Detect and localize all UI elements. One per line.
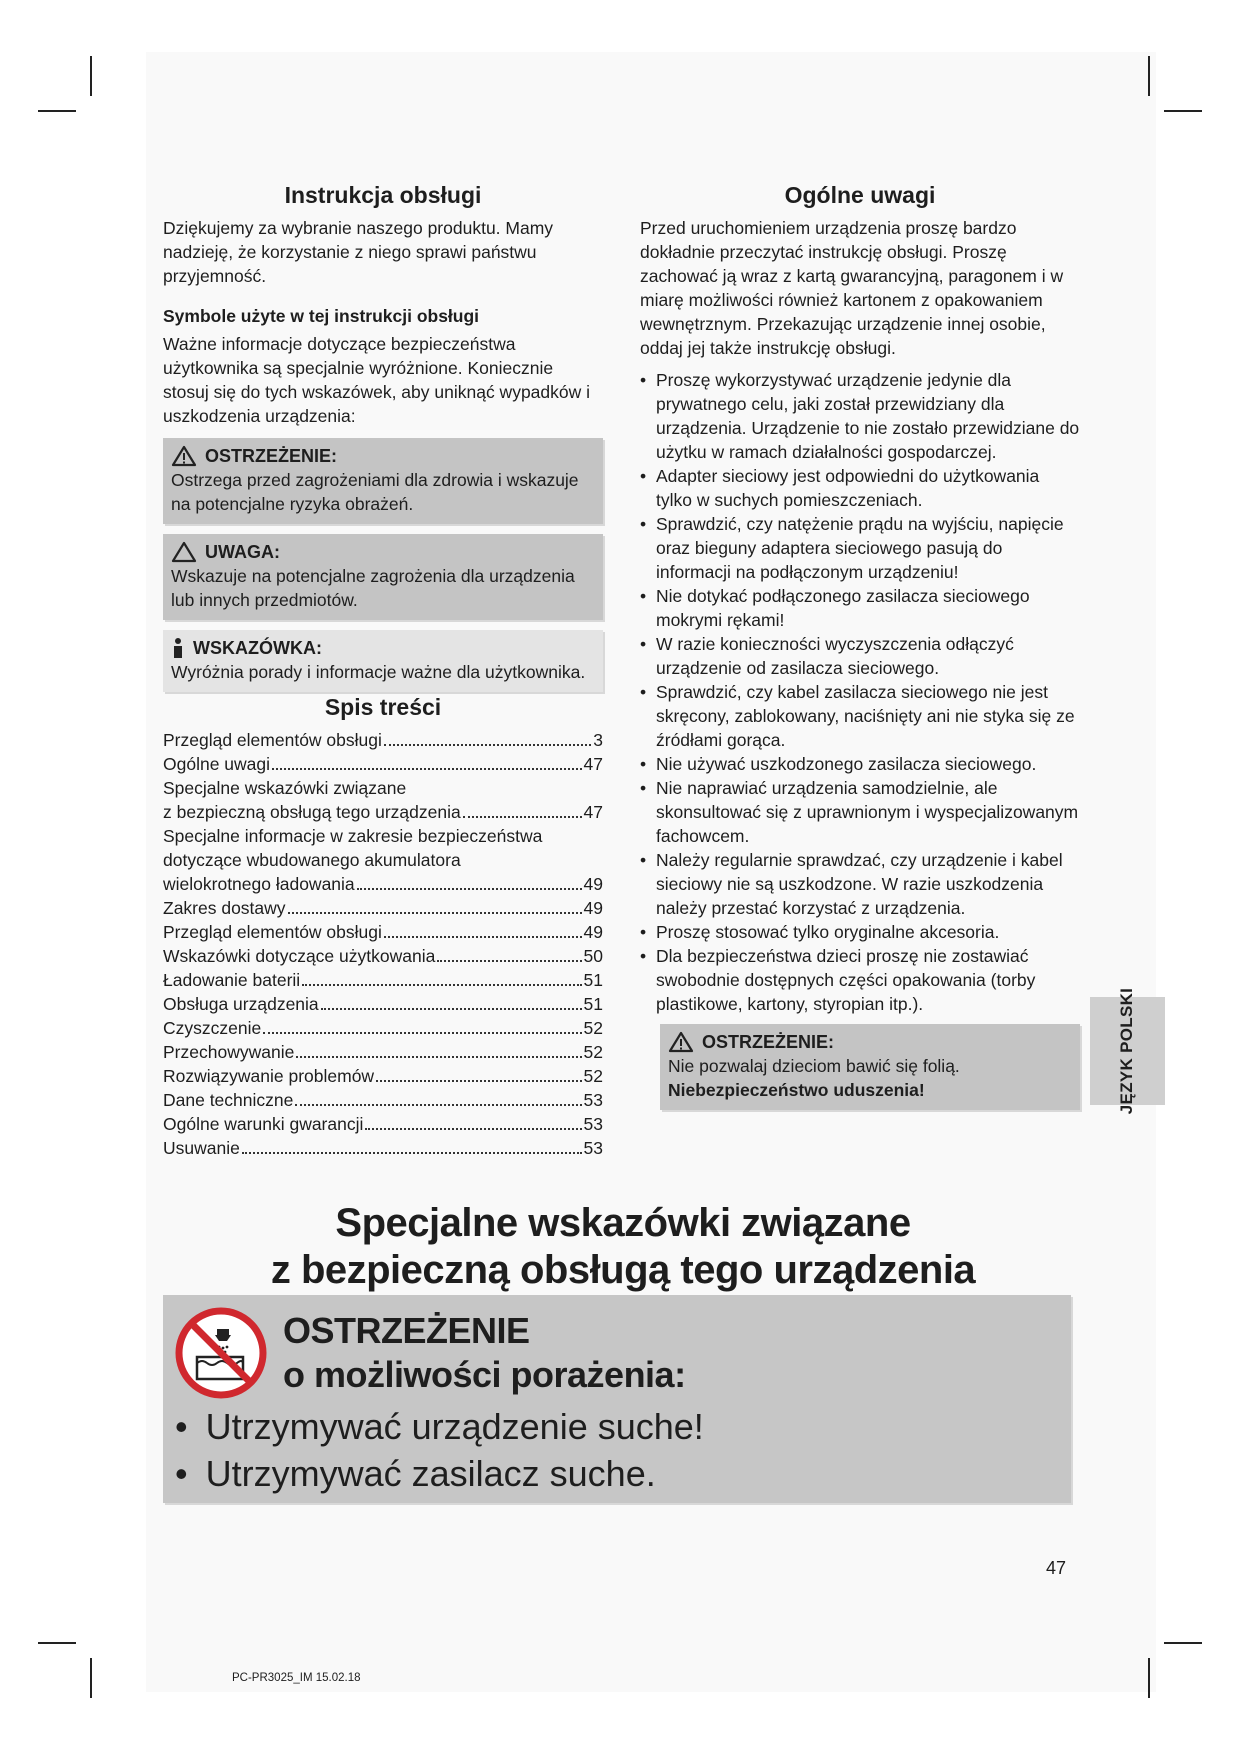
shock-warning-line-2: o możliwości porażenia:	[283, 1354, 686, 1395]
list-item: • Nie używać uszkodzonego zasilacza sieciowego.	[640, 752, 1080, 776]
warning-triangle-icon	[171, 445, 197, 467]
toc-entry	[163, 728, 603, 752]
toc-entry	[163, 896, 603, 920]
toc-entry	[163, 1136, 603, 1160]
toc-entry-page: 52	[583, 1042, 603, 1062]
crop-mark	[38, 110, 76, 112]
no-water-shower-icon	[175, 1307, 267, 1399]
crop-mark	[90, 1658, 92, 1698]
toc-entry-label: Ogólne warunki gwarancji	[163, 1114, 364, 1134]
toc-dot-leader	[296, 1056, 581, 1058]
language-tab	[1090, 987, 1165, 1115]
toc-entry	[163, 920, 603, 944]
toc-entry-label: Przegląd elementów obsługi	[163, 922, 382, 942]
toc-entry-page: 47	[583, 754, 603, 774]
toc-dot-leader	[302, 984, 581, 986]
toc-entry-label: Zakres dostawy	[163, 898, 286, 918]
crop-mark	[38, 1642, 76, 1644]
list-item: • Utrzymywać urządzenie suche!	[175, 1403, 704, 1450]
toc-dot-leader	[376, 1080, 581, 1082]
toc-entry	[163, 1112, 603, 1136]
safety-bullet-list	[640, 368, 1080, 1016]
toc-entry	[163, 1064, 603, 1088]
toc-entry-label: Usuwanie	[163, 1138, 240, 1158]
toc-entry-label: Wskazówki dotyczące użytkowania	[163, 946, 436, 966]
page-number: 47	[1046, 1558, 1067, 1578]
toc-entry-page: 47	[583, 802, 603, 822]
general-notes-title: Ogólne uwagi	[784, 182, 936, 208]
special-section-title	[163, 1200, 1083, 1294]
list-item: • Należy regularnie sprawdzać, czy urządzenie i kabel sieciowy nie są uszkodzone. W razie uszkodzenia należy przestać korzystać z urządzenia.	[640, 848, 1080, 920]
toc-dot-leader	[242, 1152, 582, 1154]
note-text: Wyróżnia porady i informacje ważne dla użytkownika.	[171, 662, 586, 682]
toc-dot-leader	[321, 1008, 582, 1010]
toc-entry-label: Rozwiązywanie problemów	[163, 1066, 375, 1086]
electric-shock-warning-box	[163, 1295, 1071, 1503]
toc-entry-label: Dane techniczne	[163, 1090, 294, 1110]
toc-entry	[163, 992, 603, 1016]
toc-entry-label: Przechowywanie	[163, 1042, 295, 1062]
warning-title: OSTRZEŻENIE:	[205, 446, 338, 466]
toc-entry	[163, 1040, 603, 1064]
toc-dot-leader	[295, 1104, 581, 1106]
right-column	[640, 180, 1080, 1110]
toc-dot-leader	[463, 816, 582, 818]
toc-entry-page: 51	[583, 970, 603, 990]
toc-entry-label: Przegląd elementów obsługi	[163, 730, 382, 750]
packaging-warning-bold: Niebezpieczeństwo uduszenia!	[668, 1080, 925, 1100]
note-title: WSKAZÓWKA:	[193, 638, 322, 658]
caution-text: Wskazuje na potencjalne zagrożenia dla urządzenia lub innych przedmiotów.	[171, 566, 575, 610]
toc-entry-page: 50	[583, 946, 603, 966]
note-box	[163, 630, 603, 692]
toc-entry-prefix: Specjalne informacje w zakresie bezpieczeństwa dotyczące wbudowanego akumulatora	[163, 826, 543, 870]
toc-dot-leader	[272, 768, 582, 770]
toc-dot-leader	[384, 936, 582, 938]
toc-entry-page: 53	[583, 1138, 603, 1158]
toc-entry-label: Czyszczenie	[163, 1018, 262, 1038]
crop-mark	[1148, 56, 1150, 96]
footer-document-id: PC-PR3025_IM 15.02.18	[232, 1672, 361, 1684]
warning-triangle-icon	[668, 1031, 694, 1053]
list-item: • Adapter sieciowy jest odpowiedni do użytkowania tylko w suchych pomieszczeniach.	[640, 464, 1080, 512]
toc-dot-leader	[365, 1128, 581, 1130]
toc-dot-leader	[437, 960, 581, 962]
toc-entry	[163, 968, 603, 992]
manual-title: Instrukcja obsługi	[284, 182, 482, 208]
toc-entry-label: z bezpieczną obsługą tego urządzenia	[163, 802, 461, 822]
intro-text: Dziękujemy za wybranie naszego produktu. Mamy nadzieję, że korzystanie z niego sprawi państwu przyjemność.	[163, 218, 554, 286]
general-notes-intro: Przed uruchomieniem urządzenia proszę bardzo dokładnie przeczytać instrukcję obsługi. Proszę zachować ją wraz z kartą gwarancyjną, paragonem i w miarę możliwości również kartonem z opakowaniem wewnętrznym. Przekazując urządzenie innej osobie, oddaj jej także instrukcję obsługi.	[640, 218, 1064, 358]
list-item: • Dla bezpieczeństwa dzieci proszę nie zostawiać swobodnie dostępnych części opakowania (torby plastikowe, kartony, styropian itp.).	[640, 944, 1080, 1016]
toc-dot-leader	[384, 744, 591, 746]
list-item: • Nie dotykać podłączonego zasilacza sieciowego mokrymi rękami!	[640, 584, 1080, 632]
toc-entry-page: 52	[583, 1066, 603, 1086]
toc-entry-page: 51	[583, 994, 603, 1014]
toc-entry	[163, 1016, 603, 1040]
toc-dot-leader	[288, 912, 582, 914]
special-title-line-2: z bezpieczną obsługą tego urządzenia	[270, 1248, 976, 1292]
warning-box	[163, 438, 603, 524]
toc-entry-page: 49	[583, 898, 603, 918]
toc-entry-label: Ogólne uwagi	[163, 754, 271, 774]
list-item: • Utrzymywać zasilacz suche.	[175, 1450, 704, 1497]
caution-box	[163, 534, 603, 620]
toc-entry	[163, 752, 603, 776]
toc-entry-page: 3	[593, 730, 603, 750]
packaging-warning-title: OSTRZEŻENIE:	[702, 1032, 835, 1052]
toc-entry	[163, 944, 603, 968]
toc-entry	[163, 800, 603, 824]
toc-dot-leader	[357, 888, 582, 890]
toc-entry-page: 52	[583, 1018, 603, 1038]
toc-entry	[163, 872, 603, 896]
warning-text: Ostrzega przed zagrożeniami dla zdrowia i wskazuje na potencjalne ryzyka obrażeń.	[171, 470, 579, 514]
caution-title: UWAGA:	[205, 542, 280, 562]
toc-entry-prefix: Specjalne wskazówki związane	[163, 778, 407, 798]
toc-entry-page: 53	[583, 1114, 603, 1134]
shock-warning-heading	[283, 1309, 686, 1397]
toc-entry-page: 49	[583, 922, 603, 942]
list-item: • Sprawdzić, czy kabel zasilacza sieciowego nie jest skręcony, zablokowany, naciśnięty ani nie styka się ze źródłami gorąca.	[640, 680, 1080, 752]
toc-entry-label: Ładowanie baterii	[163, 970, 301, 990]
list-item: • Proszę stosować tylko oryginalne akcesoria.	[640, 920, 1080, 944]
toc-entry-page: 53	[583, 1090, 603, 1110]
toc-dot-leader	[263, 1032, 581, 1034]
info-icon	[171, 637, 185, 659]
toc-entry-page: 49	[583, 874, 603, 894]
list-item: • W razie konieczności wyczyszczenia odłączyć urządzenie od zasilacza sieciowego.	[640, 632, 1080, 680]
crop-mark	[1164, 1642, 1202, 1644]
list-item: • Proszę wykorzystywać urządzenie jedynie dla prywatnego celu, jaki został przewidziany dla urządzenia. Urządzenie to nie zostało przewidziane do użytku w ramach działalności gospodarczej.	[640, 368, 1080, 464]
packaging-warning-box	[660, 1024, 1080, 1110]
table-of-contents	[163, 728, 603, 1160]
left-column	[163, 180, 603, 1160]
toc-title: Spis treści	[324, 694, 442, 720]
crop-mark	[1148, 1658, 1150, 1698]
special-title-line-1: Specjalne wskazówki związane	[335, 1201, 911, 1245]
symbols-heading: Symbole użyte w tej instrukcji obsługi	[163, 306, 480, 326]
symbols-text: Ważne informacje dotyczące bezpieczeństwa użytkownika są specjalnie wyróżnione. Koniecznie stosuj się do tych wskazówek, aby uniknąć wypadków i uszkodzenia urządzenia:	[163, 334, 591, 426]
list-item: • Sprawdzić, czy natężenie prądu na wyjściu, napięcie oraz bieguny adaptera sieciowego pasują do informacji na podłączonym urządzeniu!	[640, 512, 1080, 584]
toc-entry	[163, 1088, 603, 1112]
shock-warning-list	[175, 1403, 704, 1497]
packaging-warning-text: Nie pozwalaj dzieciom bawić się folią.	[668, 1056, 960, 1076]
shock-warning-line-1: OSTRZEŻENIE	[283, 1310, 530, 1351]
toc-entry-label: wielokrotnego ładowania	[163, 874, 355, 894]
crop-mark	[90, 56, 92, 96]
list-item: • Nie naprawiać urządzenia samodzielnie, ale skonsultować się z uprawnionym i wyspecjalizowanym fachowcem.	[640, 776, 1080, 848]
crop-mark	[1164, 110, 1202, 112]
language-tab-label: JĘZYK POLSKI	[1117, 987, 1137, 1115]
caution-triangle-icon	[171, 541, 197, 563]
toc-entry-label: Obsługa urządzenia	[163, 994, 319, 1014]
